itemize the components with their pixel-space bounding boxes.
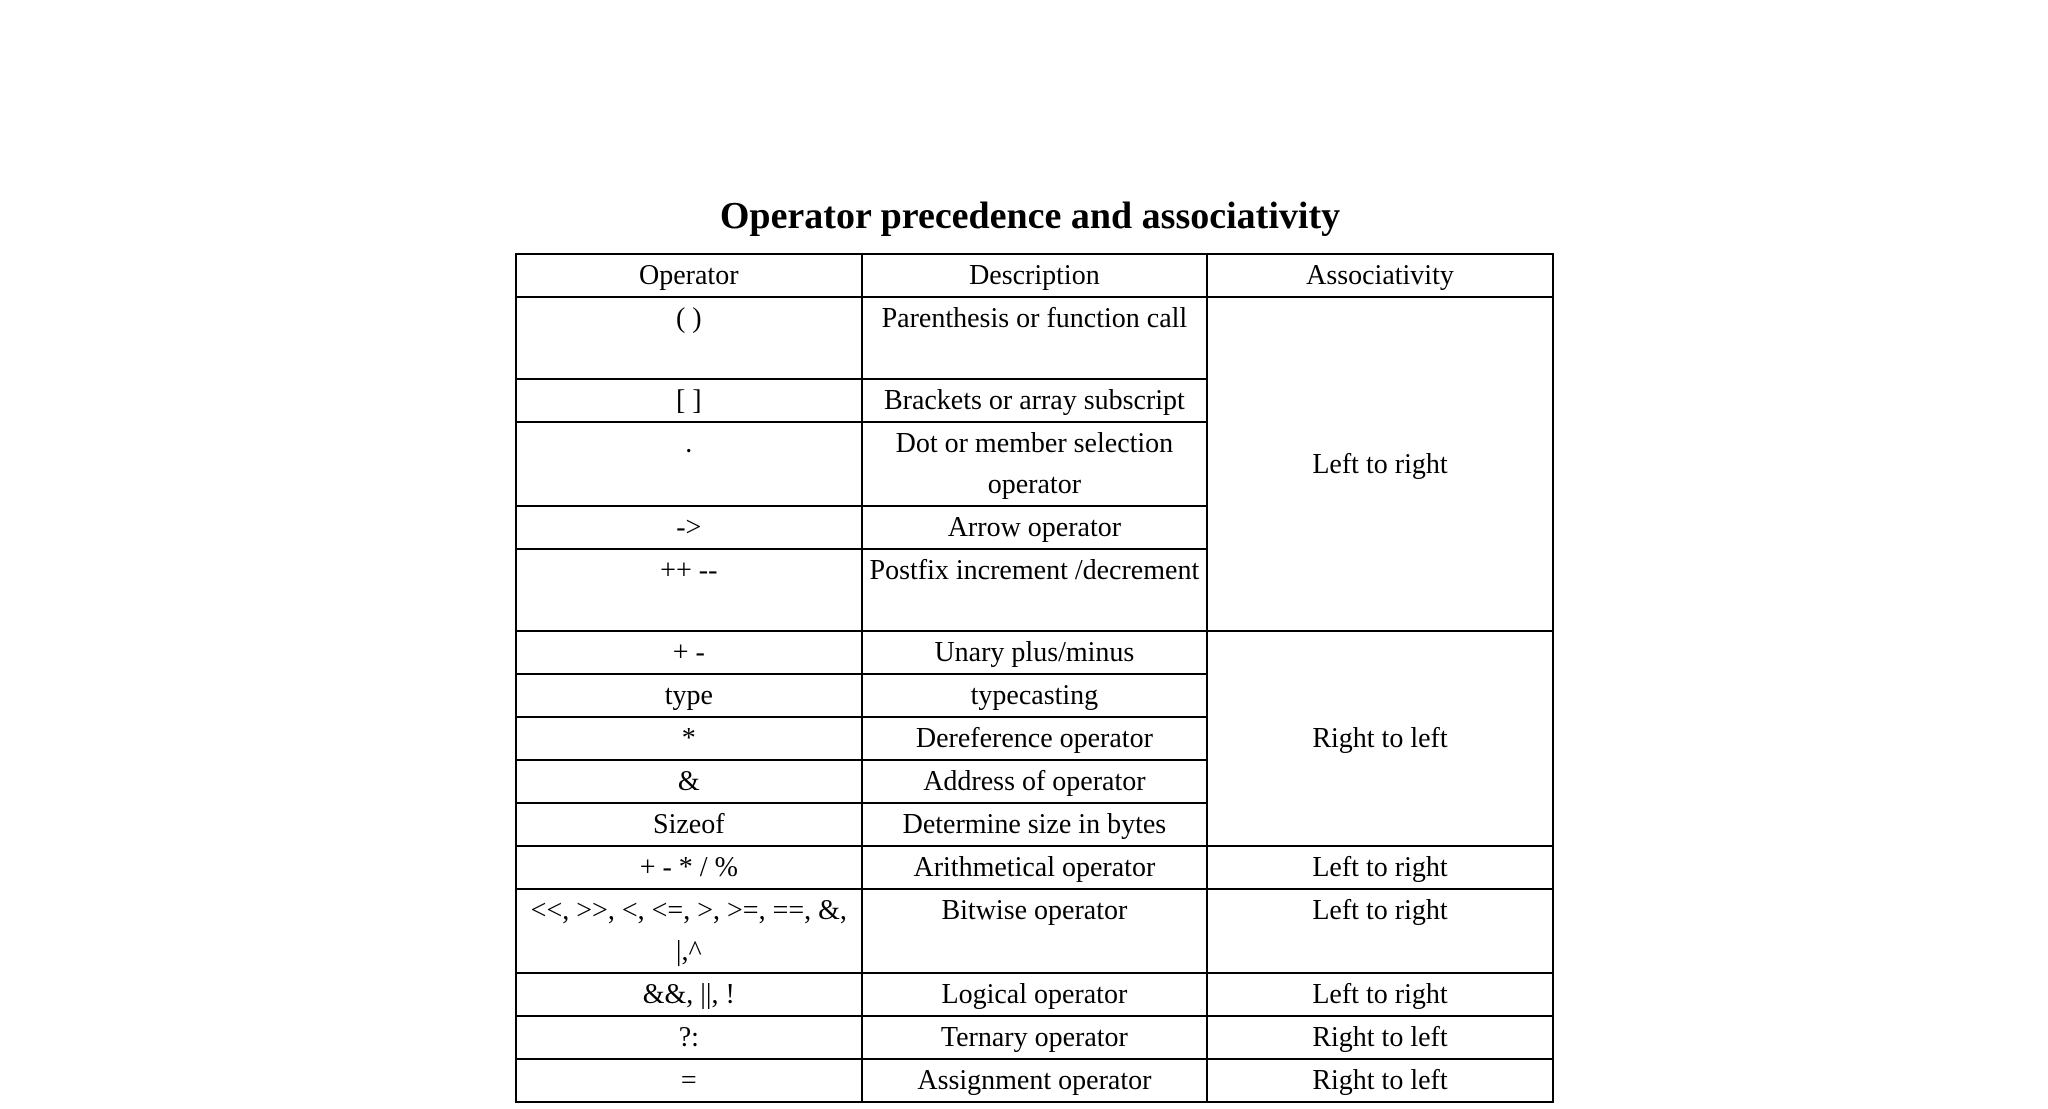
operator-cell: ?: [516,1016,862,1059]
operator-cell: ++ -- [516,549,862,631]
operator-cell: + - [516,631,862,674]
operator-precedence-table [515,253,1554,1103]
description-cell: Determine size in bytes [862,803,1208,846]
operator-cell: & [516,760,862,803]
associativity-cell-unary-group: Right to left [1207,631,1553,846]
table-row [516,973,1553,1016]
description-cell: Logical operator [862,973,1208,1016]
operator-cell: * [516,717,862,760]
associativity-cell: Left to right [1207,973,1553,1016]
description-cell: Arithmetical operator [862,846,1208,889]
operator-cell: . [516,422,862,506]
description-cell: Bitwise operator [862,889,1208,973]
operator-cell: = [516,1059,862,1102]
operator-cell: + - * / % [516,846,862,889]
description-cell: Postfix increment /decrement [862,549,1208,631]
header-description: Description [862,254,1208,297]
operator-cell: -> [516,506,862,549]
description-cell: Unary plus/minus [862,631,1208,674]
operator-cell: &&, ||, ! [516,973,862,1016]
table-row [516,1059,1553,1102]
operator-cell: type [516,674,862,717]
table-row [516,846,1553,889]
associativity-cell: Left to right [1207,846,1553,889]
associativity-cell: Right to left [1207,1059,1553,1102]
description-cell: Assignment operator [862,1059,1208,1102]
table-row [516,297,1553,379]
description-cell: typecasting [862,674,1208,717]
table-row [516,1016,1553,1059]
associativity-cell: Left to right [1207,889,1553,973]
description-cell: Arrow operator [862,506,1208,549]
header-operator: Operator [516,254,862,297]
description-cell: Dereference operator [862,717,1208,760]
header-associativity: Associativity [1207,254,1553,297]
operator-cell: <<, >>, <, <=, >, >=, ==, &, |,^ [516,889,862,973]
operator-cell: Sizeof [516,803,862,846]
associativity-cell: Right to left [1207,1016,1553,1059]
table-row [516,889,1553,973]
description-cell: Address of operator [862,760,1208,803]
table-header-row [516,254,1553,297]
operator-cell: [ ] [516,379,862,422]
description-cell: Parenthesis or function call [862,297,1208,379]
operator-cell: ( ) [516,297,862,379]
table-row [516,631,1553,674]
description-cell: Ternary operator [862,1016,1208,1059]
page-title: Operator precedence and associativity [719,195,1341,237]
associativity-cell-postfix-group: Left to right [1207,297,1553,631]
description-cell: Brackets or array subscript [862,379,1208,422]
description-cell: Dot or member selection operator [862,422,1208,506]
